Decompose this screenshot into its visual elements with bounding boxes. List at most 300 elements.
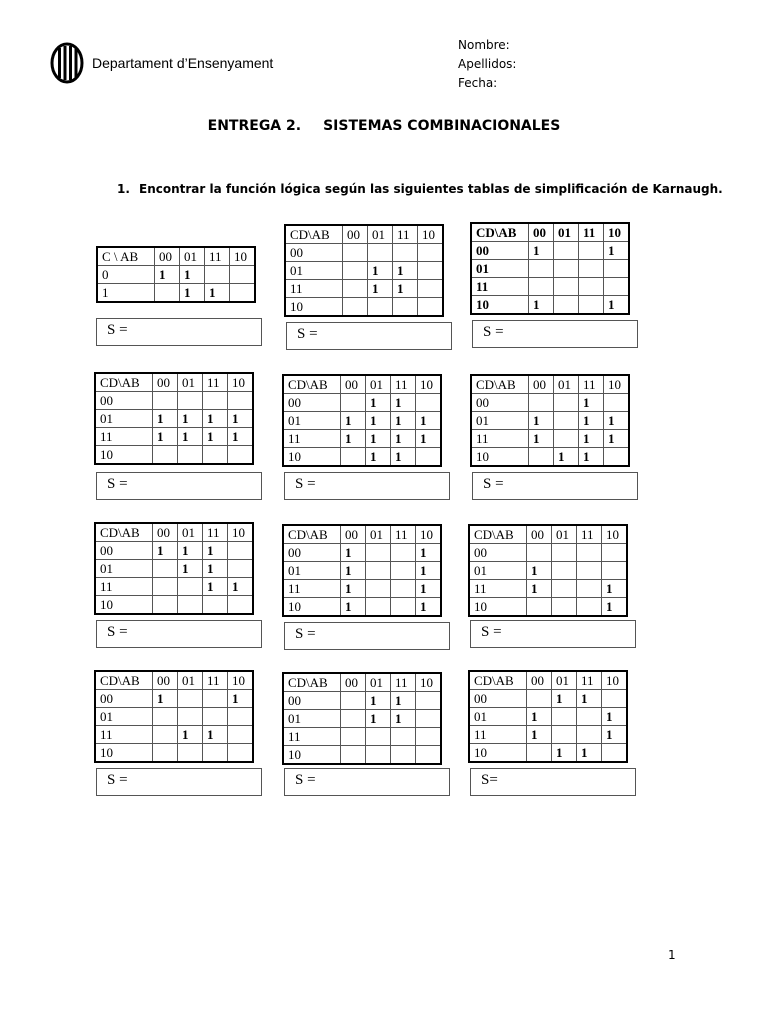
row-header: 01 [95, 560, 153, 578]
table-cell [203, 744, 228, 763]
row-header: 01 [283, 412, 341, 430]
table-corner-label: CD\AB [285, 225, 343, 244]
table-cell: 1 [341, 580, 366, 598]
answer-box-8[interactable]: S = [284, 622, 450, 650]
row-header: 01 [285, 262, 343, 280]
table-row [283, 412, 441, 430]
table-cell: 1 [529, 242, 554, 260]
table-cell: 1 [368, 262, 393, 280]
table-cell: 1 [366, 430, 391, 448]
table-corner-label: CD\AB [95, 523, 153, 542]
table-cell [554, 394, 579, 412]
table-cell: 1 [604, 242, 630, 260]
table-row [469, 598, 627, 617]
column-header: 10 [604, 223, 630, 242]
table-row [471, 412, 629, 430]
table-cell [577, 726, 602, 744]
table-cell [529, 260, 554, 278]
column-header: 11 [391, 525, 416, 544]
table-cell [552, 580, 577, 598]
column-header: 11 [577, 671, 602, 690]
column-header: 11 [393, 225, 418, 244]
table-cell [343, 298, 368, 317]
column-header: 11 [203, 523, 228, 542]
table-cell [391, 580, 416, 598]
table-cell [228, 446, 254, 465]
table-cell: 1 [155, 266, 180, 284]
table-cell: 1 [391, 448, 416, 467]
table-cell [604, 394, 630, 412]
karnaugh-table-12 [468, 670, 628, 763]
table-cell [579, 296, 604, 315]
table-cell: 1 [391, 430, 416, 448]
column-header: 00 [529, 223, 554, 242]
table-cell [579, 242, 604, 260]
table-cell: 1 [205, 284, 230, 303]
table-row [283, 728, 441, 746]
karnaugh-table-4 [94, 372, 254, 465]
table-cell: 1 [552, 744, 577, 763]
karnaugh-table-7 [94, 522, 254, 615]
table-corner-label: CD\AB [95, 671, 153, 690]
table-cell [178, 744, 203, 763]
table-cell: 1 [366, 394, 391, 412]
row-header: 11 [95, 578, 153, 596]
table-row [95, 560, 253, 578]
date-field: Fecha: [458, 76, 498, 90]
karnaugh-table-2 [284, 224, 444, 317]
table-row [285, 280, 443, 298]
table-row [95, 726, 253, 744]
table-cell [341, 692, 366, 710]
answer-box-9[interactable]: S = [470, 620, 636, 648]
column-header: 10 [228, 373, 254, 392]
table-cell: 1 [579, 412, 604, 430]
column-header: 11 [205, 247, 230, 266]
table-corner-label: CD\AB [469, 525, 527, 544]
karnaugh-table-6 [470, 374, 630, 467]
table-cell: 1 [203, 428, 228, 446]
table-cell [552, 562, 577, 580]
table-cell [604, 448, 630, 467]
table-cell: 1 [153, 690, 178, 708]
table-row [283, 430, 441, 448]
table-cell: 1 [341, 412, 366, 430]
table-cell: 1 [341, 430, 366, 448]
generalitat-logo-icon [50, 42, 84, 84]
table-cell [203, 690, 228, 708]
table-cell [178, 446, 203, 465]
table-cell [205, 266, 230, 284]
table-row [283, 692, 441, 710]
table-cell: 1 [602, 580, 628, 598]
table-row [95, 744, 253, 763]
table-cell [554, 296, 579, 315]
table-cell [391, 598, 416, 617]
table-cell: 1 [153, 542, 178, 560]
row-header: 10 [469, 744, 527, 763]
table-cell [577, 544, 602, 562]
column-header: 01 [366, 673, 391, 692]
table-row [283, 562, 441, 580]
table-cell [228, 392, 254, 410]
column-header: 01 [178, 373, 203, 392]
table-row [95, 410, 253, 428]
table-row [469, 744, 627, 763]
row-header: 10 [283, 598, 341, 617]
karnaugh-table-9 [468, 524, 628, 617]
table-cell: 1 [368, 280, 393, 298]
table-cell [416, 448, 442, 467]
answer-box-2[interactable]: S = [286, 322, 452, 350]
table-cell [416, 692, 442, 710]
row-header: 00 [95, 392, 153, 410]
table-cell [577, 708, 602, 726]
table-cell [178, 578, 203, 596]
table-cell [153, 560, 178, 578]
table-cell: 1 [604, 430, 630, 448]
karnaugh-table-1 [96, 246, 256, 303]
table-cell [153, 446, 178, 465]
table-cell [341, 746, 366, 765]
table-cell: 1 [554, 448, 579, 467]
table-cell: 1 [228, 428, 254, 446]
table-cell: 1 [228, 578, 254, 596]
table-corner-label: CD\AB [469, 671, 527, 690]
column-header: 10 [604, 375, 630, 394]
table-cell: 1 [391, 692, 416, 710]
page-number: 1 [668, 948, 676, 962]
column-header: 00 [343, 225, 368, 244]
row-header: 01 [469, 708, 527, 726]
table-cell [366, 544, 391, 562]
table-cell [529, 394, 554, 412]
table-cell: 1 [178, 726, 203, 744]
table-cell [228, 708, 254, 726]
row-header: 01 [471, 412, 529, 430]
column-header: 01 [554, 375, 579, 394]
table-cell: 1 [416, 562, 442, 580]
column-header: 00 [155, 247, 180, 266]
answer-box-4[interactable]: S = [96, 472, 262, 500]
table-cell [178, 392, 203, 410]
column-header: 10 [602, 671, 628, 690]
table-cell [529, 278, 554, 296]
table-row [95, 542, 253, 560]
answer-box-1[interactable]: S = [96, 318, 262, 346]
row-header: 11 [469, 580, 527, 598]
table-cell: 1 [228, 410, 254, 428]
table-cell [602, 544, 628, 562]
table-cell [604, 278, 630, 296]
column-header: 00 [529, 375, 554, 394]
table-corner-label: CD\AB [283, 375, 341, 394]
table-cell [228, 596, 254, 615]
column-header: 11 [579, 375, 604, 394]
row-header: 0 [97, 266, 155, 284]
row-header: 00 [285, 244, 343, 262]
table-cell [391, 728, 416, 746]
row-header: 1 [97, 284, 155, 303]
column-header: 01 [554, 223, 579, 242]
table-cell [228, 726, 254, 744]
table-cell: 1 [602, 726, 628, 744]
column-header: 01 [368, 225, 393, 244]
table-row [95, 690, 253, 708]
table-row [469, 708, 627, 726]
table-cell: 1 [527, 726, 552, 744]
table-cell [416, 728, 442, 746]
table-cell [368, 244, 393, 262]
table-cell [554, 430, 579, 448]
answer-box-10[interactable]: S = [96, 768, 262, 796]
row-header: 11 [283, 430, 341, 448]
table-cell [602, 562, 628, 580]
question-1: 1. Encontrar la función lógica según las siguientes tablas de simplificación de Karnaugh. [117, 182, 723, 196]
table-row [95, 596, 253, 615]
column-header: 11 [391, 375, 416, 394]
table-cell [393, 244, 418, 262]
answer-box-11[interactable]: S = [284, 768, 450, 796]
column-header: 11 [203, 373, 228, 392]
table-cell [527, 690, 552, 708]
column-header: 11 [579, 223, 604, 242]
row-header: 10 [471, 296, 529, 315]
table-corner-label: CD\AB [471, 223, 529, 242]
table-cell [368, 298, 393, 317]
row-header: 00 [469, 690, 527, 708]
table-cell [153, 744, 178, 763]
table-cell: 1 [153, 410, 178, 428]
table-cell: 1 [579, 430, 604, 448]
table-cell: 1 [366, 412, 391, 430]
table-cell: 1 [602, 708, 628, 726]
column-header: 00 [527, 525, 552, 544]
table-cell [577, 562, 602, 580]
table-cell: 1 [527, 562, 552, 580]
table-cell [391, 746, 416, 765]
table-row [471, 242, 629, 260]
table-cell [153, 578, 178, 596]
table-cell [577, 598, 602, 617]
row-header: 10 [95, 446, 153, 465]
table-corner-label: C \ AB [97, 247, 155, 266]
table-cell [178, 596, 203, 615]
table-cell [341, 394, 366, 412]
row-header: 00 [95, 542, 153, 560]
table-row [283, 746, 441, 765]
table-cell: 1 [416, 544, 442, 562]
row-header: 00 [471, 242, 529, 260]
column-header: 10 [418, 225, 444, 244]
table-cell [416, 746, 442, 765]
table-cell [602, 690, 628, 708]
column-header: 01 [178, 671, 203, 690]
table-cell: 1 [153, 428, 178, 446]
table-row [283, 448, 441, 467]
table-cell [341, 710, 366, 728]
row-header: 01 [283, 562, 341, 580]
column-header: 00 [341, 375, 366, 394]
column-header: 01 [366, 375, 391, 394]
table-cell [153, 596, 178, 615]
column-header: 11 [577, 525, 602, 544]
table-cell [418, 298, 444, 317]
table-cell: 1 [604, 296, 630, 315]
table-cell: 1 [416, 430, 442, 448]
answer-box-5[interactable]: S = [284, 472, 450, 500]
table-cell [366, 562, 391, 580]
karnaugh-table-8 [282, 524, 442, 617]
table-row [471, 430, 629, 448]
column-header: 10 [416, 525, 442, 544]
column-header: 10 [602, 525, 628, 544]
answer-box-3[interactable]: S = [472, 320, 638, 348]
answer-box-7[interactable]: S = [96, 620, 262, 648]
table-cell [577, 580, 602, 598]
table-cell [391, 562, 416, 580]
row-header: 00 [95, 690, 153, 708]
column-header: 10 [228, 671, 254, 690]
table-cell [529, 448, 554, 467]
table-cell [228, 744, 254, 763]
answer-box-6[interactable]: S = [472, 472, 638, 500]
row-header: 01 [469, 562, 527, 580]
table-cell [230, 284, 256, 303]
column-header: 00 [527, 671, 552, 690]
table-cell [203, 708, 228, 726]
table-cell: 1 [579, 448, 604, 467]
table-row [95, 446, 253, 465]
table-row [95, 708, 253, 726]
department-name: Departament d’Ensenyament [92, 55, 274, 71]
table-row [283, 710, 441, 728]
table-cell: 1 [393, 262, 418, 280]
table-cell: 1 [391, 394, 416, 412]
table-cell [153, 726, 178, 744]
table-cell [579, 260, 604, 278]
row-header: 00 [283, 692, 341, 710]
answer-box-12[interactable]: S= [470, 768, 636, 796]
row-header: 11 [283, 728, 341, 746]
row-header: 11 [283, 580, 341, 598]
column-header: 00 [153, 523, 178, 542]
table-cell [153, 708, 178, 726]
column-header: 10 [416, 673, 442, 692]
table-cell: 1 [341, 562, 366, 580]
table-cell [343, 244, 368, 262]
row-header: 10 [95, 744, 153, 763]
row-header: 11 [95, 726, 153, 744]
table-cell: 1 [341, 598, 366, 617]
table-row [285, 262, 443, 280]
table-corner-label: CD\AB [283, 525, 341, 544]
table-row [469, 562, 627, 580]
table-row [469, 726, 627, 744]
table-cell [203, 446, 228, 465]
table-row [471, 296, 629, 315]
table-cell [552, 544, 577, 562]
table-cell [393, 298, 418, 317]
page-title: ENTREGA 2. SISTEMAS COMBINACIONALES [207, 118, 561, 134]
table-cell [552, 726, 577, 744]
table-cell: 1 [366, 710, 391, 728]
table-cell: 1 [366, 448, 391, 467]
table-cell [178, 708, 203, 726]
table-cell: 1 [228, 690, 254, 708]
table-cell [203, 392, 228, 410]
table-cell: 1 [552, 690, 577, 708]
table-row [97, 266, 255, 284]
table-cell [554, 412, 579, 430]
table-cell: 1 [604, 412, 630, 430]
row-header: 11 [95, 428, 153, 446]
table-cell: 1 [602, 598, 628, 617]
table-row [285, 298, 443, 317]
row-header: 00 [471, 394, 529, 412]
table-cell: 1 [579, 394, 604, 412]
table-cell: 1 [393, 280, 418, 298]
table-cell: 1 [180, 284, 205, 303]
table-cell [554, 242, 579, 260]
table-cell [527, 544, 552, 562]
column-header: 11 [391, 673, 416, 692]
row-header: 00 [283, 394, 341, 412]
table-cell: 1 [529, 412, 554, 430]
table-corner-label: CD\AB [471, 375, 529, 394]
table-cell [416, 394, 442, 412]
table-row [471, 448, 629, 467]
student-info [458, 36, 516, 93]
table-row [95, 392, 253, 410]
table-cell [366, 580, 391, 598]
table-cell: 1 [527, 580, 552, 598]
table-cell [554, 278, 579, 296]
table-cell: 1 [391, 710, 416, 728]
table-cell [343, 262, 368, 280]
column-header: 01 [180, 247, 205, 266]
table-corner-label: CD\AB [283, 673, 341, 692]
karnaugh-table-11 [282, 672, 442, 765]
row-header: 01 [95, 410, 153, 428]
name-field: Nombre: [458, 38, 510, 52]
table-cell: 1 [577, 690, 602, 708]
table-cell: 1 [178, 410, 203, 428]
table-cell [178, 690, 203, 708]
table-cell: 1 [577, 744, 602, 763]
row-header: 01 [95, 708, 153, 726]
table-cell [343, 280, 368, 298]
row-header: 10 [283, 746, 341, 765]
table-cell: 1 [203, 410, 228, 428]
column-header: 01 [552, 671, 577, 690]
surname-field: Apellidos: [458, 57, 517, 71]
table-row [469, 544, 627, 562]
table-row [283, 580, 441, 598]
column-header: 00 [341, 673, 366, 692]
column-header: 10 [416, 375, 442, 394]
table-cell: 1 [529, 296, 554, 315]
table-cell [418, 280, 444, 298]
table-cell: 1 [180, 266, 205, 284]
table-cell [228, 542, 254, 560]
table-row [283, 598, 441, 617]
table-cell [341, 448, 366, 467]
table-cell [155, 284, 180, 303]
table-row [285, 244, 443, 262]
column-header: 00 [153, 373, 178, 392]
table-cell [366, 746, 391, 765]
